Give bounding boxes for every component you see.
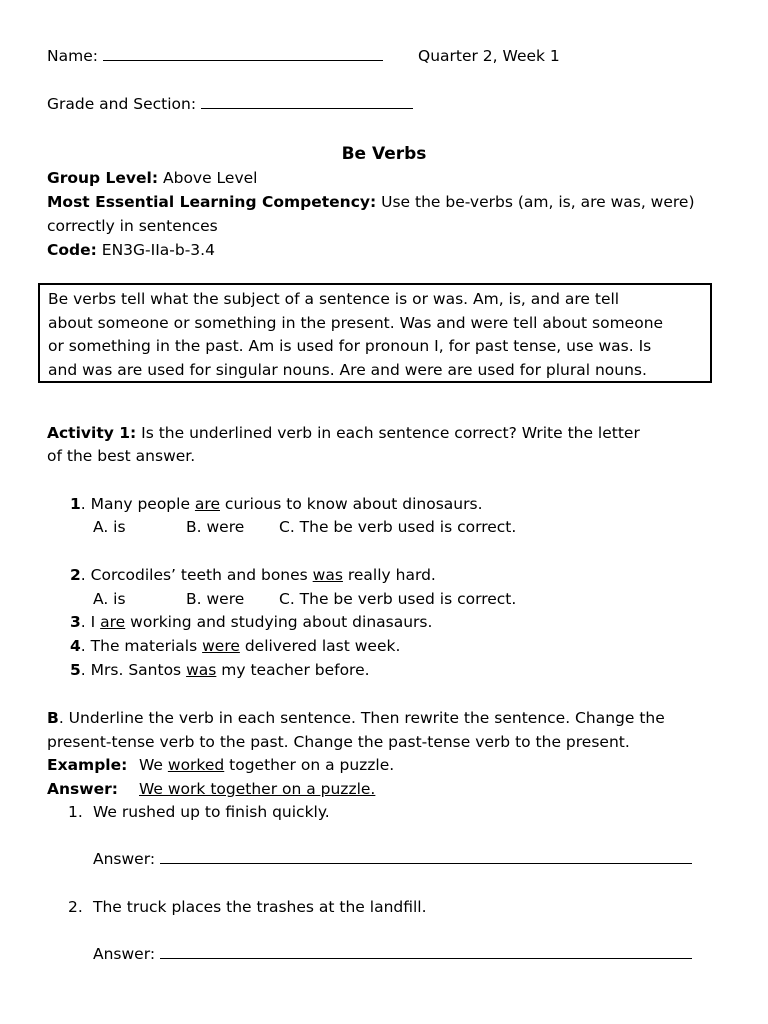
activity1-label: Activity 1:: [47, 424, 137, 442]
item-text: curious to know about dinosaurs.: [220, 495, 483, 513]
partb-label: B: [47, 709, 59, 727]
item-text: delivered last week.: [239, 637, 401, 655]
item-text: working and studying about dinasaurs.: [125, 613, 433, 631]
activity1-instruction-cont: of the best answer.: [47, 447, 196, 465]
grade-row: [47, 94, 413, 114]
option-b[interactable]: B. were: [186, 590, 245, 608]
partb-instruction-cont: present-tense verb to the past. Change the past-tense verb to the present.: [47, 733, 630, 751]
activity1-item: [70, 565, 436, 585]
option-a[interactable]: A. is: [93, 518, 126, 536]
underlined-verb: are: [100, 613, 126, 631]
activity1-item: [70, 612, 432, 632]
partb-item: [68, 802, 330, 822]
option-a[interactable]: A. is: [93, 590, 126, 608]
competency-cont: correctly in sentences: [47, 217, 218, 235]
code-row: [47, 240, 215, 260]
item-number: 5: [70, 661, 81, 679]
item-number: 2: [70, 566, 81, 584]
item-text: really hard.: [342, 566, 436, 584]
item-text: my teacher before.: [216, 661, 370, 679]
item-number: 1.: [68, 803, 83, 821]
name-blank[interactable]: [103, 46, 383, 61]
item-text: . Many people: [80, 495, 195, 513]
underlined-verb: was: [312, 566, 343, 584]
competency-label: Most Essential Learning Competency:: [47, 193, 377, 211]
item-number: 4: [70, 637, 81, 655]
item-text: . I: [80, 613, 101, 631]
answer-label: Answer:: [93, 945, 156, 963]
item-text: . The materials: [80, 637, 203, 655]
item-number: 1: [70, 495, 81, 513]
group-level-row: [47, 168, 257, 188]
item-number: 2.: [68, 898, 83, 916]
item-options: [93, 517, 516, 537]
example-text: We: [139, 756, 168, 774]
code-label: Code:: [47, 241, 97, 259]
code-value: EN3G-IIa-b-3.4: [101, 241, 215, 259]
underlined-verb: are: [194, 495, 220, 513]
activity1-item: [70, 660, 370, 680]
name-row: [47, 46, 383, 66]
option-b[interactable]: B. were: [186, 518, 245, 536]
example-label: Example:: [47, 756, 128, 774]
item-text: The truck places the trashes at the landfill.: [93, 898, 427, 916]
activity1-text: Is the underlined verb in each sentence correct? Write the letter: [141, 424, 640, 442]
answer-line-row: [93, 849, 692, 869]
item-text: We rushed up to finish quickly.: [93, 803, 330, 821]
answer-line-row: [93, 944, 692, 964]
item-options: [93, 589, 516, 609]
competency-row: [47, 192, 695, 212]
grade-blank[interactable]: [201, 94, 413, 109]
answer-label: Answer:: [47, 780, 118, 798]
answer-blank[interactable]: [160, 944, 692, 959]
option-c[interactable]: C. The be verb used is correct.: [279, 518, 517, 536]
activity1-instruction: [47, 423, 640, 443]
answer-row: [47, 779, 375, 799]
partb-item: [68, 897, 427, 917]
activity1-item: [70, 494, 483, 514]
partb-instruction: [47, 708, 665, 728]
partb-text: . Underline the verb in each sentence. Then rewrite the sentence. Change the: [58, 709, 665, 727]
example-text: together on a puzzle.: [224, 756, 395, 774]
answer-blank[interactable]: [160, 849, 692, 864]
item-text: . Mrs. Santos: [80, 661, 187, 679]
quarter-label: Quarter 2, Week 1: [418, 47, 560, 65]
example-verb: worked: [167, 756, 225, 774]
item-text: . Corcodiles’ teeth and bones: [80, 566, 313, 584]
answer-text: We work together on a puzzle.: [139, 780, 376, 798]
competency-value: Use the be-verbs (am, is, are was, were): [381, 193, 695, 211]
option-c[interactable]: C. The be verb used is correct.: [279, 590, 517, 608]
underlined-verb: were: [202, 637, 240, 655]
info-line: about someone or something in the present. Was and were tell about someone: [48, 313, 664, 332]
group-level-value: Above Level: [163, 169, 258, 187]
info-line: and was are used for singular nouns. Are and were are used for plural nouns.: [48, 360, 647, 379]
answer-label: Answer:: [93, 850, 156, 868]
item-number: 3: [70, 613, 81, 631]
info-box: [38, 283, 712, 383]
underlined-verb: was: [186, 661, 217, 679]
info-line: or something in the past. Am is used for pronoun I, for past tense, use was. Is: [48, 337, 652, 355]
grade-label: Grade and Section:: [47, 95, 197, 113]
group-level-label: Group Level:: [47, 169, 159, 187]
example-row: [47, 755, 394, 775]
name-label: Name:: [47, 47, 98, 65]
page-title: Be Verbs: [341, 144, 427, 164]
info-line: Be verbs tell what the subject of a sentence is or was. Am, is, and are tell: [48, 290, 620, 308]
activity1-item: [70, 636, 400, 656]
